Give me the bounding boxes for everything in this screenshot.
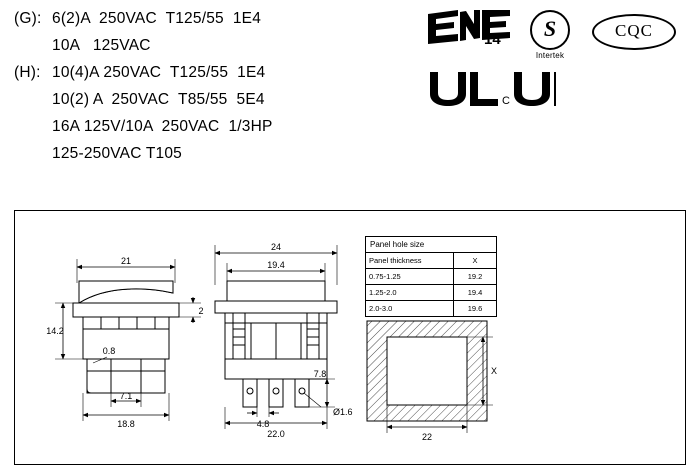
dim-front-height: 14.2: [46, 326, 64, 336]
enec-number-text: 14: [484, 31, 501, 48]
panel-hole-size-table: [365, 236, 497, 317]
dim-front-top-width: 21: [120, 256, 132, 266]
rating-text: 125-250VAC T105: [52, 145, 182, 162]
dim-side-terminal-dia: Ø1.6: [333, 407, 353, 417]
table-row: [366, 237, 497, 253]
cqc-label: CQC: [592, 14, 676, 50]
enec-mark-icon: [424, 10, 516, 46]
dim-front-overall-width: 18.8: [117, 419, 135, 429]
dim-front-inner-width: 7.1: [119, 391, 133, 401]
table-row: [366, 301, 497, 317]
rating-text: 16A 125V/10A 250VAC 1/3HP: [52, 118, 273, 135]
dim-front-bezel-thickness: 2: [198, 306, 204, 316]
dim-side-terminal-length: 7.8: [313, 369, 327, 379]
ul-c-letter: C: [502, 95, 510, 107]
dim-side-depth: 22.0: [267, 429, 285, 439]
rating-text: 10A 125VAC: [52, 37, 151, 54]
cell-x: 19.4: [454, 285, 497, 301]
ul-mark-icon: [428, 64, 558, 110]
panel-hole-table-title: Panel hole size: [366, 237, 497, 253]
rating-label: (G):: [14, 10, 42, 27]
dim-side-overall-width: 24: [270, 242, 282, 252]
rating-text: 10(4)A 250VAC T125/55 1E4: [52, 64, 266, 81]
dim-front-terminal-width: 0.8: [102, 346, 116, 356]
electrical-ratings-block: [14, 10, 414, 172]
intertek-caption: Intertek: [535, 51, 565, 60]
cell-thickness: 0.75-1.25: [366, 269, 454, 285]
rating-row: [14, 10, 414, 37]
cell-x: 19.2: [454, 269, 497, 285]
dim-side-terminal-gap: 4.8: [256, 419, 270, 429]
intertek-s-mark-icon: [524, 10, 576, 58]
rating-text: 10(2) A 250VAC T85/55 5E4: [52, 91, 265, 108]
rating-row: [14, 118, 414, 145]
rating-row: [14, 91, 414, 118]
column-header-x: X: [454, 253, 497, 269]
certification-marks: [424, 8, 689, 123]
rating-row: [14, 64, 414, 91]
rating-row: [14, 37, 414, 64]
dim-cutout-height: X: [491, 366, 498, 376]
table-header-row: [366, 253, 497, 269]
cqc-mark-icon: [592, 14, 676, 48]
intertek-s-letter: S: [530, 10, 570, 50]
column-header-thickness: Panel thickness: [366, 253, 454, 269]
dim-side-body-width: 19.4: [267, 260, 285, 270]
mechanical-drawing-frame: [14, 210, 686, 465]
table-row: [366, 269, 497, 285]
rating-text: 6(2)A 250VAC T125/55 1E4: [52, 10, 262, 27]
cell-x: 19.6: [454, 301, 497, 317]
table-row: [366, 285, 497, 301]
rating-row: [14, 145, 414, 172]
mechanical-drawing: [15, 211, 683, 462]
dim-cutout-width: 22: [421, 432, 433, 442]
rating-label: (H):: [14, 64, 41, 81]
cell-thickness: 1.25-2.0: [366, 285, 454, 301]
cell-thickness: 2.0-3.0: [366, 301, 454, 317]
